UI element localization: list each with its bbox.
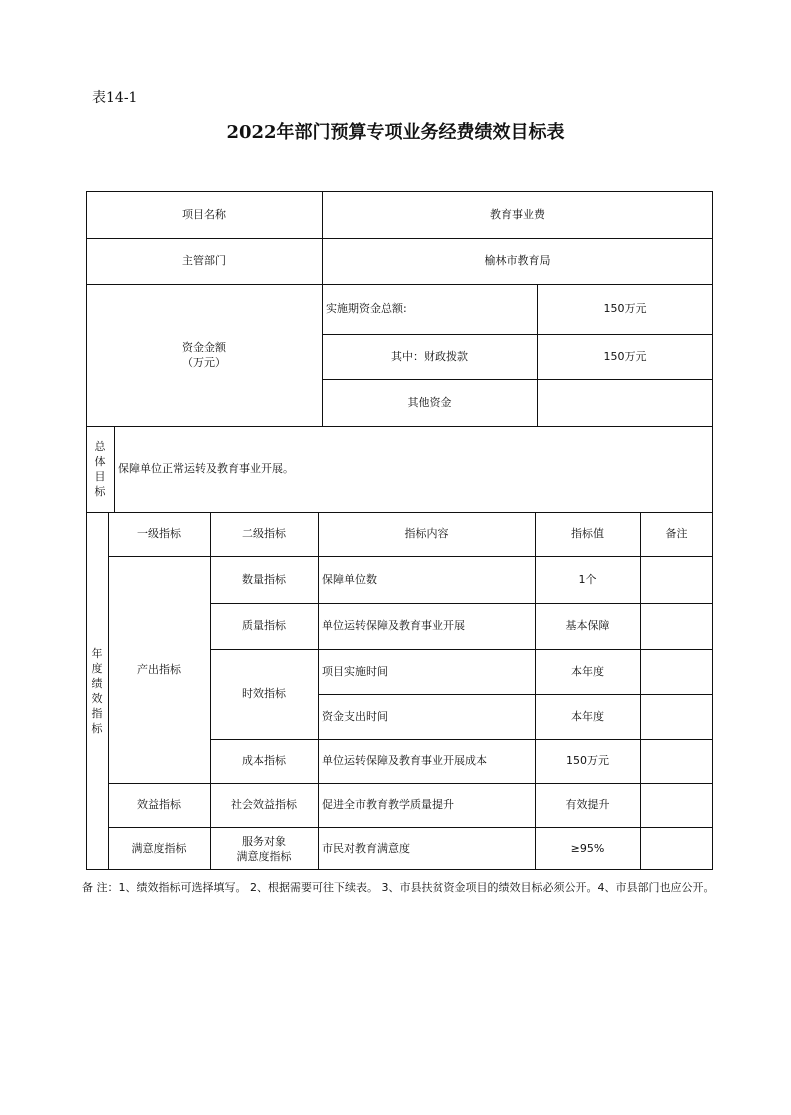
- header-content: 指标内容: [404, 527, 449, 540]
- service-satisfaction-line1: 服务对象: [242, 834, 286, 848]
- social-benefit-content: 促进全市教育教学质量提升: [322, 798, 454, 811]
- funds-label: [86, 284, 322, 426]
- timeliness-content-2: 资金支出时间: [322, 709, 388, 723]
- social-benefit-value: 有效提升: [565, 798, 610, 811]
- cost-value: 150万元: [566, 754, 609, 767]
- document-title: 2022年部门预算专项业务经费绩效目标表: [226, 122, 565, 143]
- header-level1: 一级指标: [137, 527, 181, 540]
- output-indicator: 产出指标: [137, 662, 181, 676]
- funds-other-value: [537, 379, 713, 426]
- header-level2: 二级指标: [242, 527, 286, 540]
- footnote: 备 注：1、绩效指标可选择填写。 2、根据需要可往下续表。 3、市县扶贫资金项目的绩效目标必须公开。4、市县部门也应公开。: [82, 881, 715, 894]
- quantity-content: 保障单位数: [322, 572, 377, 586]
- service-satisfaction-indicator: [210, 827, 318, 870]
- quality-content: 单位运转保障及教育事业开展: [322, 619, 465, 632]
- header-remark: 备注: [665, 527, 688, 540]
- cost-content: 单位运转保障及教育事业开展成本: [322, 754, 487, 767]
- benefit-indicator: 效益指标: [137, 798, 181, 811]
- funds-label-line2: （万元）: [182, 356, 226, 369]
- table-number: 表14-1: [92, 90, 138, 106]
- funds-label-line1: 资金金额: [182, 341, 226, 354]
- timeliness-indicator: 时效指标: [242, 687, 286, 700]
- funds-total-label: 实施期资金总额:: [326, 302, 407, 315]
- timeliness-content-1: 项目实施时间: [322, 664, 388, 678]
- satisfaction-content: 市民对教育满意度: [322, 841, 410, 855]
- overall-goal-text: 保障单位正常运转及教育事业开展。: [118, 462, 294, 475]
- funds-total-value: 150万元: [603, 302, 647, 315]
- department-value: 榆林市教育局: [484, 254, 551, 267]
- annual-indicators-label: 年 度 绩 效 指 标: [91, 647, 103, 735]
- project-name-value: 教育事业费: [490, 207, 545, 221]
- project-name-label: 项目名称: [182, 207, 226, 221]
- quality-value: 基本保障: [565, 619, 610, 632]
- funds-fiscal-value: 150万元: [603, 349, 647, 363]
- quantity-indicator: 数量指标: [242, 572, 286, 586]
- header-value: 指标值: [571, 527, 604, 540]
- quantity-value: 1个: [578, 572, 597, 586]
- cost-indicator: 成本指标: [242, 754, 286, 767]
- funds-other-label: 其他资金: [407, 395, 452, 409]
- service-satisfaction-line2: 满意度指标: [236, 849, 292, 863]
- timeliness-value-2: 本年度: [571, 709, 604, 723]
- satisfaction-value: ≥95%: [570, 841, 605, 855]
- department-label: 主管部门: [182, 254, 226, 267]
- timeliness-value-1: 本年度: [571, 664, 604, 678]
- satisfaction-indicator: 满意度指标: [131, 841, 187, 855]
- social-benefit-indicator: 社会效益指标: [231, 798, 297, 811]
- quality-indicator: 质量指标: [242, 619, 286, 632]
- funds-fiscal-label: 其中：财政拨款: [391, 349, 468, 363]
- overall-goal-label: 总 体 目 标: [94, 440, 106, 498]
